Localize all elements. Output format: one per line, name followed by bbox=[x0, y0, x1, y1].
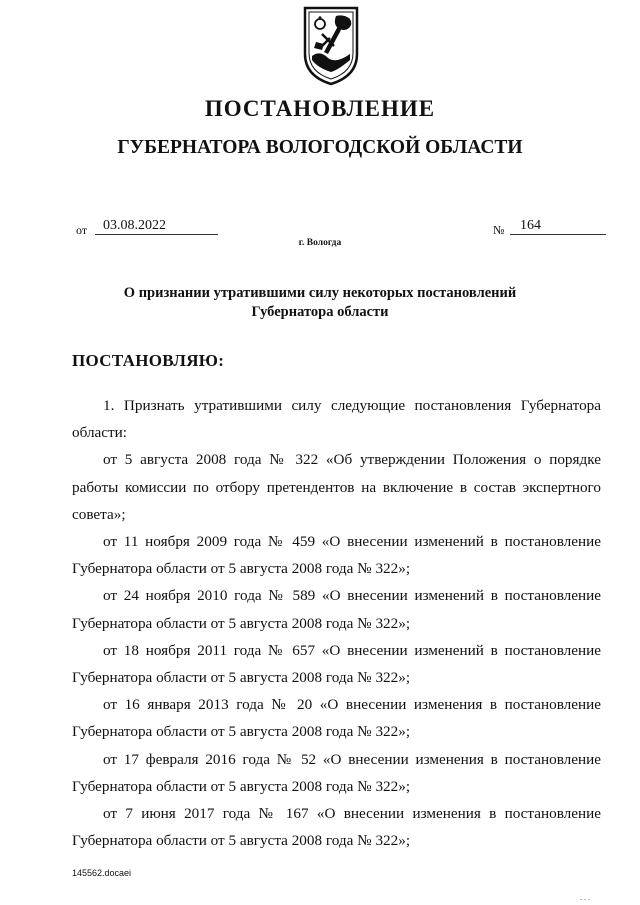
number-prefix: № bbox=[493, 223, 505, 237]
document-body bbox=[72, 392, 601, 854]
subject-line-2: Губернатора области bbox=[251, 304, 389, 320]
date-prefix: от bbox=[76, 223, 88, 237]
page-marks: ... bbox=[580, 893, 592, 902]
paragraph: от 18 ноября 2011 года № 657 «О внесении изменений в постановление Губернатора области от 5 августа 2008 года № 322»; bbox=[72, 641, 601, 687]
city: г. Вологда bbox=[298, 238, 342, 248]
paragraph: 1. Признать утратившими силу следующие постановления Губернатора области: bbox=[72, 397, 601, 442]
paragraph: от 17 февраля 2016 года № 52 «О внесении изменения в постановление Губернатора области от 5 августа 2008 года № 322»; bbox=[72, 750, 601, 795]
document-subtitle: ГУБЕРНАТОРА ВОЛОГОДСКОЙ ОБЛАСТИ bbox=[117, 137, 523, 158]
document-title: ПОСТАНОВЛЕНИЕ bbox=[204, 96, 436, 121]
file-name: 145562.docaei bbox=[72, 868, 132, 878]
document-subject bbox=[80, 284, 560, 322]
document-number: 164 bbox=[510, 218, 606, 235]
decree-word: ПОСТАНОВЛЯЮ: bbox=[72, 351, 225, 370]
paragraph: от 24 ноября 2010 года № 589 «О внесении изменений в постановление Губернатора области от 5 августа 2008 года № 322»; bbox=[72, 587, 601, 632]
paragraph: от 7 июня 2017 года № 167 «О внесении изменения в постановление Губернатора области от 5 августа 2008 года № 322»; bbox=[72, 805, 601, 850]
paragraph: от 11 ноября 2009 года № 459 «О внесении изменений в постановление Губернатора области от 5 августа 2008 года № 322»; bbox=[72, 533, 601, 578]
subject-line-1: О признании утратившими силу некоторых постановлений bbox=[123, 285, 517, 301]
vologda-coat-of-arms-icon bbox=[300, 4, 362, 88]
paragraph: от 16 января 2013 года № 20 «О внесении изменения в постановление Губернатора области от 5 августа 2008 года № 322»; bbox=[72, 696, 601, 741]
coat-of-arms bbox=[300, 4, 362, 88]
document-date: 03.08.2022 bbox=[95, 218, 218, 235]
paragraph: от 5 августа 2008 года № 322 «Об утверждении Положения о порядке работы комиссии по отбору претендентов на включение в состав экспертного совета»; bbox=[72, 451, 601, 523]
